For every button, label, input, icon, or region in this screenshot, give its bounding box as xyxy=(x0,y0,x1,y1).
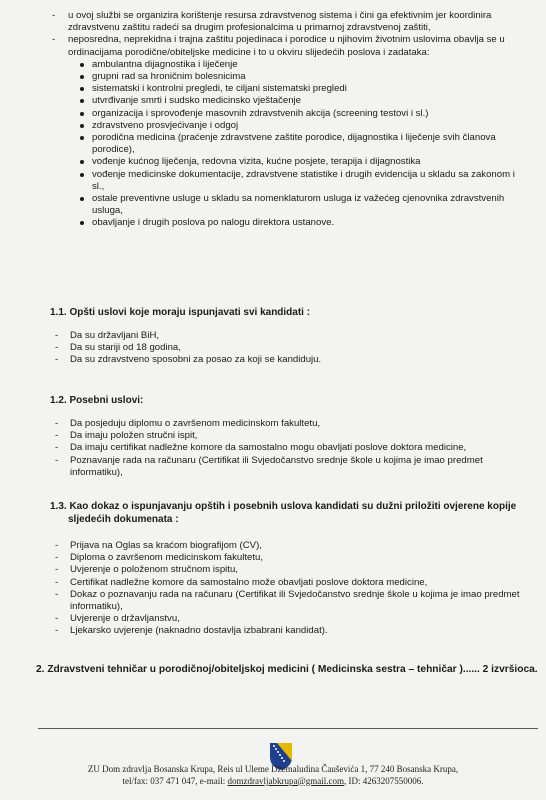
dash-marker: - xyxy=(55,613,59,625)
requirement-text: Da su zdravstveno sposobni za posao za koji se kandiduju. xyxy=(70,354,322,366)
requirement-item xyxy=(0,330,546,342)
requirement-item xyxy=(0,625,546,637)
requirement-text: Ljekarsko uvjerenje (naknadno dostavlja izbabrani kandidat). xyxy=(70,625,328,637)
duty-item: porodična medicina (praćenje zdravstvene zaštite porodice, dijagnostika i liječenje svih članova porodice), xyxy=(0,132,546,156)
requirement-item xyxy=(0,418,546,430)
requirement-text: Da posjeduju diplomu o završenom medicinskom fakultetu, xyxy=(70,418,321,429)
duty-item: organizacija i sprovođenje masovnih zdravstvenih akcija (screening testovi i sl.) xyxy=(0,108,546,120)
footer-address xyxy=(0,764,546,787)
requirement-item xyxy=(0,430,546,442)
requirement-text: Dokaz o poznavanju rada na računaru (Certifikat ili Svjedočanstvo srednje škole u kojima je imao predmet informatiku), xyxy=(70,588,520,613)
intro-section xyxy=(0,10,546,230)
duty-item: grupni rad sa hroničnim bolesnicima xyxy=(0,71,546,83)
requirement-text: Poznavanje rada na računaru (Certifikat ili Svjedočanstvo srednje škole u kojima je imao predmet informatiku), xyxy=(70,454,483,478)
section-1-3-heading-line1: 1.3. Kao dokaz o ispunjavanju opštih i posebnih uslova kandidati su dužni priložiti ovjerene kopije xyxy=(50,501,517,512)
dash-marker: - xyxy=(55,576,59,588)
duty-item: ambulantna dijagnostika i liječenje xyxy=(0,59,546,71)
dash-marker: - xyxy=(55,418,59,429)
dash-marker: - xyxy=(55,588,59,600)
requirement-text: Uvjerenje o položenom stručnom ispitu, xyxy=(70,564,238,576)
intro-item xyxy=(0,10,546,34)
dash-marker: - xyxy=(55,552,59,564)
section-1-1-heading: 1.1. Opšti uslovi koje moraju ispunjavati svi kandidati : xyxy=(50,307,311,318)
requirement-text: Prijava na Oglas sa kraćom biografijom (CV), xyxy=(70,540,262,551)
footer-divider xyxy=(38,728,538,729)
duty-item: zdravstveno prosvjećivanje i odgoj xyxy=(0,120,546,132)
dash-marker: - xyxy=(55,354,59,366)
dash-marker: - xyxy=(55,342,59,354)
duty-list xyxy=(0,59,546,230)
section-1-2-list xyxy=(0,418,546,479)
dash-marker: - xyxy=(52,10,56,21)
duty-item: vođenje kućnog liječenja, redovna vizita, kućne posjete, terapija i dijagnostika xyxy=(0,156,546,168)
footer-id: , ID: 4263207550006. xyxy=(344,775,424,786)
requirement-text: Da imaju certifikat nadležne komore da samostalno mogu obavljati poslove doktora medicine, xyxy=(70,442,467,454)
section-1-3-heading xyxy=(50,501,516,526)
duty-item: obavljanje i drugih poslova po nalogu direktora ustanove. xyxy=(0,217,546,229)
requirement-item xyxy=(0,540,546,552)
requirement-item xyxy=(0,442,546,454)
intro-list xyxy=(0,10,546,59)
requirement-text: Da imaju položen stručni ispit, xyxy=(70,430,198,442)
duty-item: vođenje medicinske dokumentacije, zdravstvene statistike i drugih evidencija u skladu sa zakonom i sl., xyxy=(0,169,546,193)
section-1-2-heading: 1.2. Posebni uslovi: xyxy=(50,395,144,406)
footer-contact: tel/fax: 037 471 047, e-mail: xyxy=(122,775,228,786)
dash-marker: - xyxy=(55,454,59,466)
dash-marker: - xyxy=(55,442,59,454)
requirement-item xyxy=(0,552,546,564)
footer-email-link[interactable]: domzdravljabkrupa@gmail.com xyxy=(227,775,344,786)
dash-marker: - xyxy=(55,330,59,341)
requirement-item xyxy=(0,577,546,589)
footer-line-2 xyxy=(0,776,546,788)
section-1-1-list xyxy=(0,330,546,367)
intro-item-text: neposredna, neprekidna i trajna zaštitu pojedinaca i porodice u njihovim životnim uslovima obavlja se u ordinacijama porodične/obiteljske medicine i to u okviru slijedećih poslova i zadataka: xyxy=(68,34,505,58)
duty-item: sistematski i kontrolni pregledi, te ciljani sistematski pregledi xyxy=(0,83,546,95)
dash-marker: - xyxy=(55,625,59,637)
requirement-text: Certifikat nadležne komore da samostalno može obavljati poslove doktora medicine, xyxy=(70,576,428,588)
dash-marker: - xyxy=(55,564,59,576)
requirement-text: Uvjerenje o državljanstvu, xyxy=(70,613,180,625)
intro-item xyxy=(0,34,546,58)
intro-item-text: u ovoj službi se organizira korištenje resursa zdravstvenog sistema i čini ga efektivnim jer koordinira zdravstvenu zaštitu radeći sa drugim profesionalcima u primarnoj zdravstvenoj zaštiti, xyxy=(68,10,492,34)
dash-marker: - xyxy=(55,540,59,551)
section-1-3-heading-line2: sljedećih dokumenata : xyxy=(68,513,179,525)
position-2-heading: 2. Zdravstveni tehničar u porodičnoj/obiteljskoj medicini ( Medicinska sestra – tehničar )...... 2 izvršioca. xyxy=(36,664,538,675)
requirement-item xyxy=(0,564,546,576)
requirement-item xyxy=(0,455,546,479)
requirement-item xyxy=(0,354,546,366)
dash-marker: - xyxy=(55,430,59,442)
requirement-text: Da su državljani BiH, xyxy=(70,330,160,341)
section-1-3-list xyxy=(0,540,546,638)
requirement-item xyxy=(0,589,546,613)
requirement-text: Diploma o završenom medicinskom fakultetu, xyxy=(70,552,264,564)
requirement-item xyxy=(0,613,546,625)
requirement-text: Da su stariji od 18 godina, xyxy=(70,342,181,354)
dash-marker: - xyxy=(52,34,56,46)
duty-item: utvrđivanje smrti i sudsko medicinsko vještačenje xyxy=(0,95,546,107)
duty-item: ostale preventivne usluge u skladu sa nomenklaturom usluga iz važećeg cjenovnika zdravstvenih usluga, xyxy=(0,193,546,217)
footer-line-1: ZU Dom zdravlja Bosanska Krupa, Reis ul Uleme Džemaludina Čauševića 1, 77 240 Bosanska Krupa, xyxy=(87,764,459,774)
requirement-item xyxy=(0,342,546,354)
